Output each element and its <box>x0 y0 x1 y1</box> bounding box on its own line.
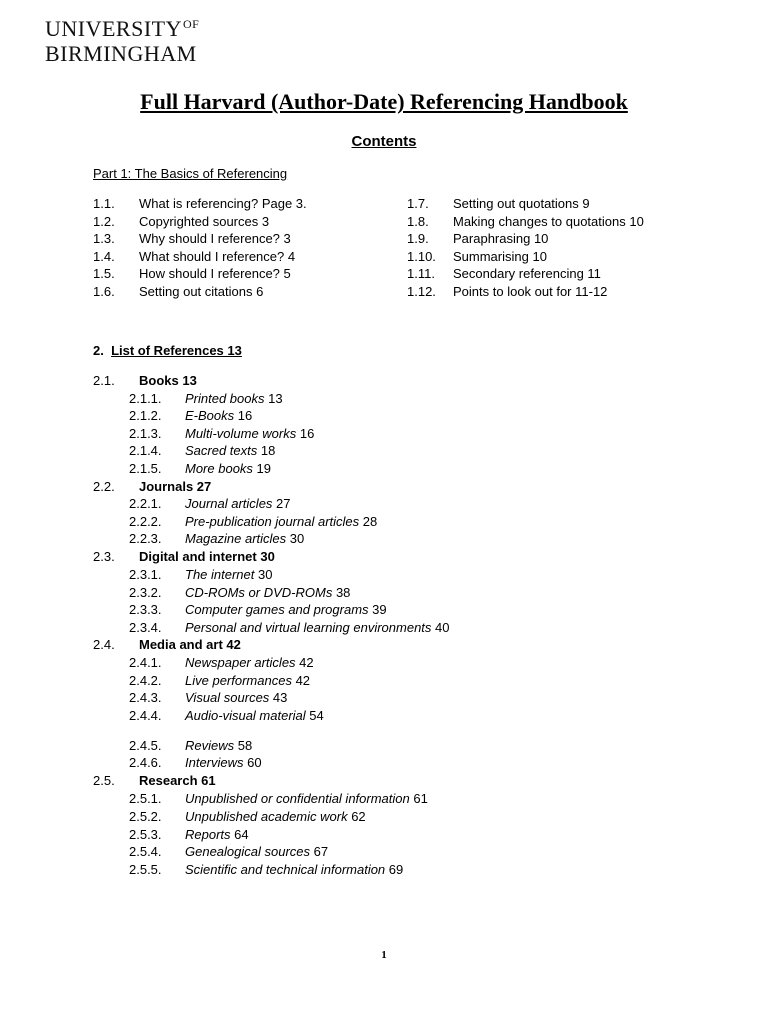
toc-subsection <box>129 707 324 725</box>
toc-subsection-page: 42 <box>295 655 314 670</box>
toc-entry-label: Making changes to quotations 10 <box>453 214 644 229</box>
toc-subsection-page: 16 <box>296 426 315 441</box>
toc-subsection-number: 2.3.2. <box>129 585 162 600</box>
toc-subsection-number: 2.5.3. <box>129 827 162 842</box>
toc-subsection <box>129 566 272 584</box>
toc-subsection-label: Interviews <box>185 755 244 770</box>
toc-subsection-page: 54 <box>305 708 324 723</box>
toc-subsection-label: Personal and virtual learning environments <box>185 620 432 635</box>
toc-subsection <box>129 584 350 602</box>
toc-entry-number: 1.9. <box>407 231 429 246</box>
toc-subsection <box>129 843 328 861</box>
toc-entry-number: 1.1. <box>93 196 115 211</box>
toc-subsection-page: 39 <box>368 602 387 617</box>
toc-entry <box>407 248 547 266</box>
toc-section-label: Research 61 <box>139 773 216 788</box>
toc-subsection-label: Live performances <box>185 673 292 688</box>
toc-subsection-number: 2.5.4. <box>129 844 162 859</box>
toc-entry <box>407 213 644 231</box>
toc-subsection-number: 2.3.1. <box>129 567 162 582</box>
toc-entry-label: Setting out citations 6 <box>139 284 264 299</box>
toc-subsection-page: 30 <box>286 531 305 546</box>
toc-subsection <box>129 790 428 808</box>
toc-subsection-page: 30 <box>254 567 273 582</box>
toc-subsection <box>129 601 387 619</box>
toc-subsection-label: Audio-visual material <box>185 708 306 723</box>
toc-subsection-number: 2.1.3. <box>129 426 162 441</box>
toc-entry <box>93 230 291 248</box>
part2-title: List of References 13 <box>111 343 242 358</box>
toc-subsection-number: 2.5.5. <box>129 862 162 877</box>
toc-entry-number: 1.7. <box>407 196 429 211</box>
toc-subsection-label: Journal articles <box>185 496 273 511</box>
toc-entry-label: What should I reference? 4 <box>139 249 296 264</box>
toc-entry-label: Why should I reference? 3 <box>139 231 291 246</box>
toc-subsection-page: 40 <box>431 620 450 635</box>
page-number: 1 <box>381 949 387 961</box>
toc-entry-label: Copyrighted sources 3 <box>139 214 270 229</box>
toc-subsection-number: 2.3.4. <box>129 620 162 635</box>
toc-subsection <box>129 754 262 772</box>
logo-birmingham: BIRMINGHAM <box>45 41 197 66</box>
toc-entry-number: 1.4. <box>93 249 115 264</box>
toc-subsection-page: 69 <box>385 862 404 877</box>
toc-subsection <box>129 460 271 478</box>
toc-entry <box>93 283 263 301</box>
toc-subsection <box>129 826 249 844</box>
toc-subsection-page: 19 <box>252 461 271 476</box>
toc-subsection-page: 28 <box>359 514 378 529</box>
toc-entry-label: Summarising 10 <box>453 249 547 264</box>
toc-subsection-label: Visual sources <box>185 690 270 705</box>
toc-entry-number: 1.11. <box>407 266 435 281</box>
toc-entry-number: 1.5. <box>93 266 115 281</box>
toc-subsection-number: 2.4.5. <box>129 738 162 753</box>
toc-subsection-page: 18 <box>257 443 276 458</box>
toc-subsection <box>129 672 310 690</box>
toc-subsection-number: 2.4.2. <box>129 673 162 688</box>
toc-section-label: Digital and internet 30 <box>139 549 275 564</box>
toc-subsection-label: Pre-publication journal articles <box>185 514 360 529</box>
toc-entry <box>407 195 590 213</box>
toc-subsection-number: 2.2.3. <box>129 531 162 546</box>
toc-entry-number: 1.12. <box>407 284 436 299</box>
toc-subsection-number: 2.4.1. <box>129 655 162 670</box>
toc-subsection-page: 42 <box>291 673 311 688</box>
toc-entry-number: 1.2. <box>93 214 115 229</box>
toc-subsection-label: Unpublished academic work <box>185 809 348 824</box>
toc-subsection-label: The internet <box>185 567 255 582</box>
toc-subsection-number: 2.1.5. <box>129 461 162 476</box>
toc-subsection-label: Printed books <box>185 391 265 406</box>
toc-subsection-label: CD-ROMs or DVD-ROMs <box>185 585 333 600</box>
toc-subsection <box>129 619 450 637</box>
toc-subsection-number: 2.2.2. <box>129 514 162 529</box>
toc-subsection <box>129 808 366 826</box>
toc-subsection-page: 62 <box>347 809 366 824</box>
toc-subsection-page: 16 <box>234 408 253 423</box>
toc-subsection-label: More books <box>185 461 253 476</box>
toc-section-number: 2.3. <box>93 549 115 564</box>
toc-subsection-number: 2.4.4. <box>129 708 162 723</box>
toc-subsection-number: 2.5.1. <box>129 791 162 806</box>
toc-subsection-page: 38 <box>332 585 351 600</box>
toc-subsection <box>129 442 275 460</box>
document-title: Full Harvard (Author-Date) Referencing Handbook <box>140 89 628 114</box>
toc-subsection-label: Magazine articles <box>185 531 287 546</box>
toc-subsection <box>129 654 314 672</box>
toc-subsection-number: 2.1.1. <box>129 391 162 406</box>
toc-subsection-label: Unpublished or confidential information <box>185 791 410 806</box>
toc-subsection-number: 2.3.3. <box>129 602 162 617</box>
toc-section <box>93 636 241 654</box>
toc-subsection-page: 58 <box>234 738 253 753</box>
toc-subsection-number: 2.5.2. <box>129 809 162 824</box>
logo-university: UNIVERSITY <box>45 16 182 41</box>
toc-entry-number: 1.3. <box>93 231 115 246</box>
toc-entry-number: 1.8. <box>407 214 429 229</box>
toc-subsection <box>129 425 314 443</box>
toc-subsection-page: 13 <box>264 391 283 406</box>
toc-subsection-label: Genealogical sources <box>185 844 311 859</box>
toc-section-number: 2.5. <box>93 773 115 788</box>
toc-entry-label: Paraphrasing 10 <box>453 231 549 246</box>
part2-heading <box>93 343 242 358</box>
toc-subsection-label: Computer games and programs <box>185 602 369 617</box>
toc-subsection <box>129 530 304 548</box>
toc-subsection <box>129 513 377 531</box>
toc-section <box>93 548 275 566</box>
toc-subsection-page: 27 <box>272 496 291 511</box>
toc-subsection-number: 2.4.3. <box>129 690 162 705</box>
toc-subsection-label: Reports <box>185 827 231 842</box>
toc-subsection-page: 60 <box>243 755 262 770</box>
toc-entry <box>93 265 291 283</box>
toc-subsection <box>129 737 252 755</box>
toc-entry-number: 1.6. <box>93 284 115 299</box>
toc-entry <box>93 248 295 266</box>
toc-subsection-label: Scientific and technical information <box>185 862 386 877</box>
toc-subsection-page: 61 <box>409 791 428 806</box>
toc-subsection-number: 2.2.1. <box>129 496 162 511</box>
toc-entry-label: What is referencing? Page 3. <box>139 196 307 211</box>
toc-entry <box>93 195 307 213</box>
toc-section <box>93 372 197 390</box>
toc-subsection-label: Newspaper articles <box>185 655 296 670</box>
toc-subsection-label: Multi-volume works <box>185 426 297 441</box>
toc-entry-label: How should I reference? 5 <box>139 266 291 281</box>
toc-entry <box>93 213 269 231</box>
university-logo <box>45 18 199 65</box>
toc-section-number: 2.1. <box>93 373 115 388</box>
toc-subsection-page: 43 <box>269 690 288 705</box>
toc-entry-label: Secondary referencing 11 <box>453 266 601 281</box>
toc-entry <box>407 230 548 248</box>
toc-entry-label: Setting out quotations 9 <box>453 196 590 211</box>
toc-section <box>93 478 211 496</box>
toc-section-label: Books 13 <box>139 373 197 388</box>
toc-entry <box>407 265 601 283</box>
toc-subsection-label: E-Books <box>185 408 235 423</box>
toc-section-number: 2.2. <box>93 479 115 494</box>
toc-entry-label: Points to look out for 11-12 <box>453 284 608 299</box>
toc-subsection <box>129 495 291 513</box>
toc-section <box>93 772 216 790</box>
part1-heading: Part 1: The Basics of Referencing <box>93 166 288 181</box>
toc-subsection <box>129 390 283 408</box>
toc-subsection-label: Reviews <box>185 738 235 753</box>
toc-section-label: Media and art 42 <box>139 637 241 652</box>
part2-number: 2. <box>93 343 104 358</box>
toc-subsection <box>129 407 252 425</box>
toc-subsection-number: 2.1.2. <box>129 408 162 423</box>
toc-subsection <box>129 689 287 707</box>
toc-section-label: Journals 27 <box>139 479 212 494</box>
toc-subsection-label: Sacred texts <box>185 443 258 458</box>
contents-heading: Contents <box>351 133 417 150</box>
toc-subsection-page: 67 <box>310 844 329 859</box>
logo-of: OF <box>183 17 200 31</box>
toc-subsection <box>129 861 403 879</box>
toc-section-number: 2.4. <box>93 637 115 652</box>
toc-subsection-number: 2.4.6. <box>129 755 162 770</box>
toc-subsection-page: 64 <box>230 827 249 842</box>
toc-entry-number: 1.10. <box>407 249 436 264</box>
toc-entry <box>407 283 607 301</box>
toc-subsection-number: 2.1.4. <box>129 443 162 458</box>
